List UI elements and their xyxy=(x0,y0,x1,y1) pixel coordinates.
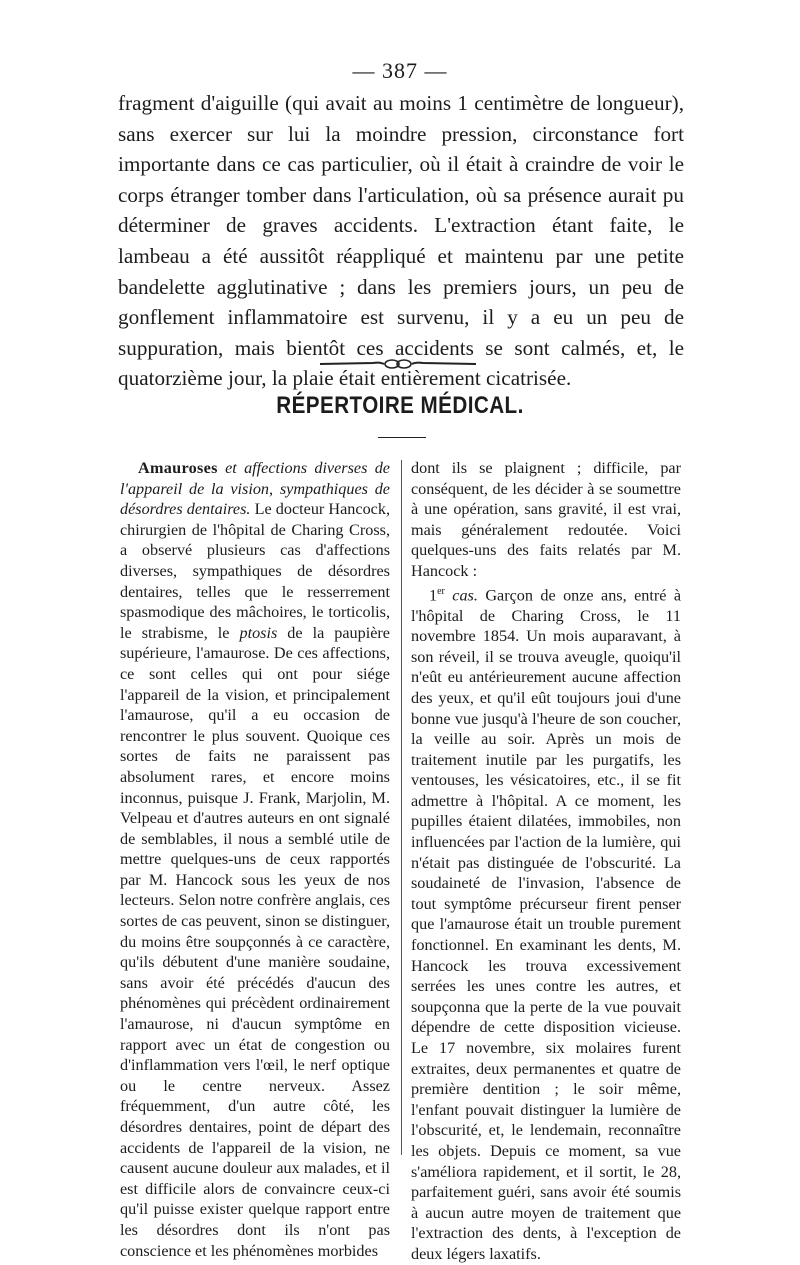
case-number: 1 xyxy=(429,585,438,604)
article-text: Le docteur Hancock, chirurgien de l'hôpital de Charing Cross, a observé plusieurs cas d'affections diverses, sympathiques de désordres dentaires, telles que le resserrement spasmodique des mâchoires, le torticolis, le strabisme, le xyxy=(120,500,391,642)
page-number: — 387 — xyxy=(352,58,448,83)
ornament-divider xyxy=(318,357,478,371)
column-divider xyxy=(401,460,402,1155)
article-subheading: et affections diverses de l'appareil de la vision, sympathiques de désordres dentaires. xyxy=(120,459,390,519)
lead-paragraph: fragment d'aiguille (qui avait au moins 1 centimètre de longueur), sans exercer sur lui la moindre pression, circonstance fort importante dans ce cas particulier, où il était à craindre de voir le corps étranger tomber dans l'articulation, où sa présence aurait pu déterminer de graves accidents. L'extraction étant faite, le lambeau a été aussitôt réappliqué et maintenu par une petite bandelette agglutinative ; dans les premiers jours, un peu de gonflement inflammatoire est survenu, il y a eu un peu de suppuration, mais bientôt ces accidents se sont calmés, et, le quatorzième jour, la plaie était entièrement cicatrisée. xyxy=(118,91,684,391)
ornament-right-stroke xyxy=(412,363,476,364)
section-title: RÉPERTOIRE MÉDICAL. xyxy=(276,392,524,419)
title-rule xyxy=(378,437,426,438)
article-right-column xyxy=(411,458,681,1265)
article-text-continued: de la paupière supérieure, l'amaurose. De ces affections, ce sont celles qui ont pour siége l'appareil de la vision, et principalement l'amaurose, qu'il a eu occasion de rencontrer le plus souvent. Quoique ces sortes de faits ne paraissent pas absolument rares, et encore moins inconnus, puisque J. Frank, Marjolin, M. Velpeau et d'autres auteurs en ont signalé de semblables, il nous a semblé utile de mettre quelques-uns de ceux rapportés par M. Hancock sous les yeux de nos lecteurs. Selon notre confrère anglais, ces sortes de cas peuvent, sinon se distinguer, du moins être soupçonnés à ce caractère, qu'ils débutent d'une manière soudaine, sans avoir été précédés d'aucun des phénomènes qui précèdent ordinairement l'amaurose, ni d'aucun symptôme en rapport avec un état de congestion ou d'inflammation vers l'œil, le nerf optique ou le centre nerveux. Assez fréquemment, d'un autre côté, les désordres dentaires, point de départ des accidents de l'appareil de la vision, ne causent aucune douleur aux malades, et il est difficile alors de convaincre ceux-ci qu'il puisse exister quelque rapport entre les désordres dont ils n'ont pas conscience et les phénomènes morbides xyxy=(120,623,390,1260)
article-left-column xyxy=(120,458,390,1261)
ptosis-term: ptosis xyxy=(239,623,278,642)
case-label: cas. xyxy=(444,585,478,604)
article-heading: Amauroses xyxy=(138,459,218,477)
case-paragraph xyxy=(411,582,681,1265)
case-text: Garçon de onze ans, entré à l'hôpital de Charing Cross, le 11 novembre 1854. Un mois auparavant, à son réveil, il se trouva aveugle, quoiqu'il n'eût eu antérieurement aucune affection des yeux, et qu'il eût toujours joui d'une bonne vue jusqu'à l'heure de son coucher, la veille au soir. Après un mois de traitement inutile par les purgatifs, les ventouses, les vésicatoires, etc., il se fit admettre à l'hôpital. A ce moment, les pupilles étaient dilatées, immobiles, non influencées par l'action de la lumière, qui n'était pas distinguée de l'obscurité. La soudaineté de l'invasion, l'absence de tout symptôme précurseur firent penser que l'amaurose était un trouble purement fonctionnel. En examinant les dents, M. Hancock les trouva excessivement serrées les unes contre les autres, et soupçonna que la perte de la vue pouvait dépendre de cette disposition vicieuse. Le 17 novembre, six molaires furent extraites, deux permanentes et quatre de première dentition ; le soir même, l'enfant pouvait distinguer la lumière de l'obscurité, et, le lendemain, reconnaître les objets. Depuis ce moment, sa vue s'améliora rapidement, et il sortit, le 28, parfaitement guéri, sans avoir été soumis à aucun autre moyen de traitement que l'extraction des dents, à l'exception de deux légers laxatifs. xyxy=(411,585,682,1263)
ornament-left-stroke xyxy=(320,363,384,364)
article-text-right: dont ils se plaignent ; difficile, par conséquent, de les décider à se soumettre à une opération, sans gravité, il est vrai, mais généralement redoutée. Voici quelques-uns des faits relatés par M. Hancock : xyxy=(411,459,681,580)
case-ordinal: er xyxy=(437,585,445,597)
